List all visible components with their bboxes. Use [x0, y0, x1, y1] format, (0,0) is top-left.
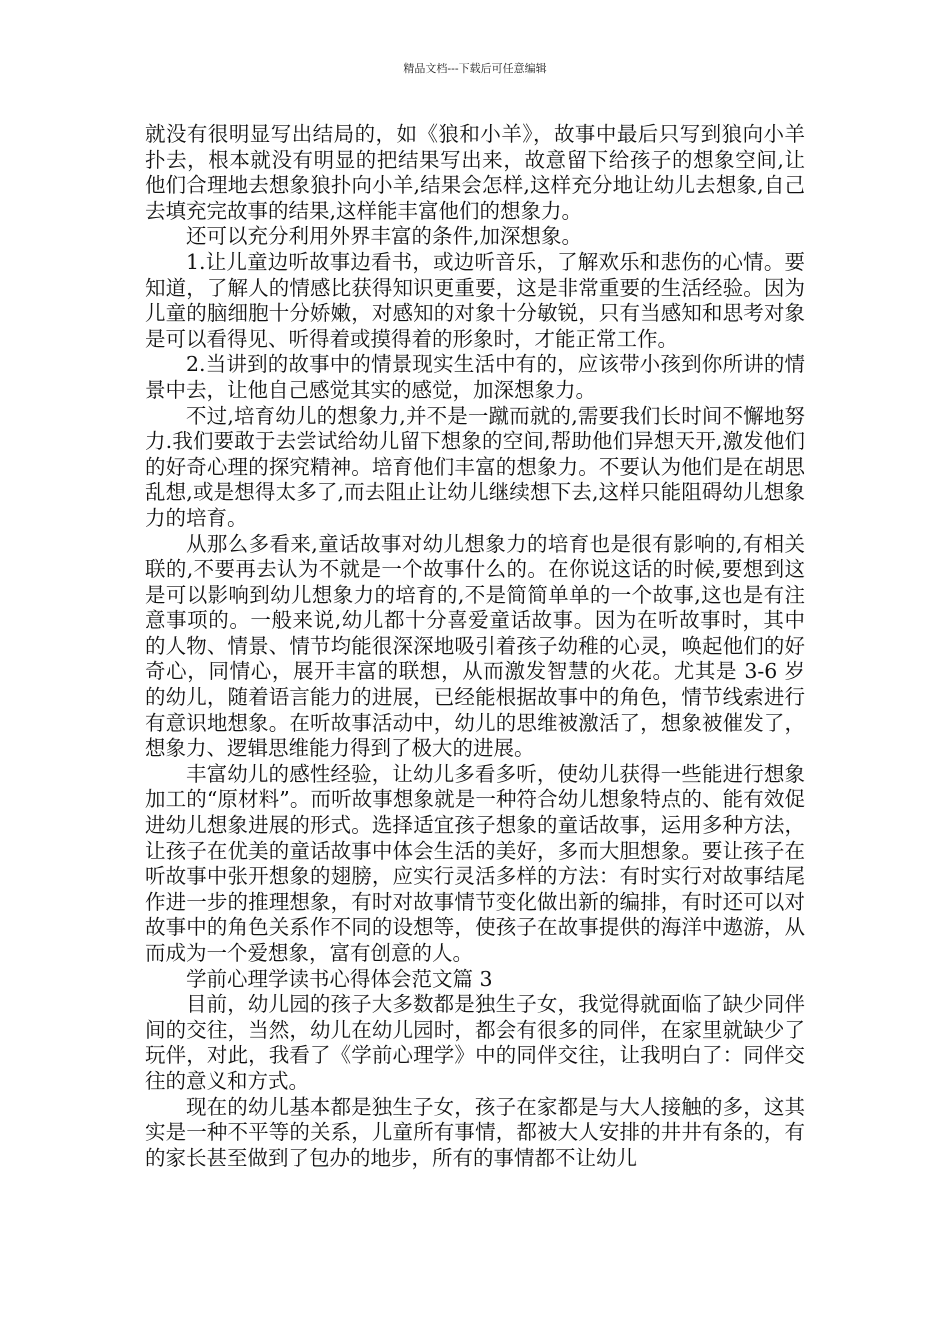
paragraph-point-2: 2.当讲到的故事中的情景现实生活中有的，应该带小孩到你所讲的情景中去，让他自己感觉其实的感觉，加深想象力。 — [145, 352, 805, 402]
paragraph-point-1: 1.让儿童边听故事边看书，或边听音乐，了解欢乐和悲伤的心情。要知道，了解人的情感比获得知识更重要，这是非常重要的生活经验。因为儿童的脑细胞十分娇嫩，对感知的对象十分敏锐，只有当感知和思考对象是可以看得见、听得着或摸得着的形象时，才能正常工作。 — [145, 249, 805, 351]
paragraph-peer-intro: 目前，幼儿园的孩子大多数都是独生子女，我觉得就面临了缺少同伴间的交往，当然，幼儿在幼儿园时，都会有很多的同伴，在家里就缺少了玩伴，对此，我看了《学前心理学》中的同伴交往，让我明白了：同伴交往的意义和方式。 — [145, 992, 805, 1093]
paragraph-experience: 丰富幼儿的感性经验，让幼儿多看多听，使幼儿获得一些能进行想象加工的“原材料”。而听故事想象就是一种符合幼儿想象特点的、能有效促进幼儿想象进展的形式。选择适宜孩子想象的童话故事，运用多种方法，让孩子在优美的童话故事中体会生活的美好，多而大胆想象。要让孩子在听故事中张开想象的翅膀，应实行灵活多样的方法：有时实行对故事结尾作进一步的推理想象，有时对故事情节变化做出新的编排，有时还可以对故事中的角色关系作不同的设想等，使孩子在故事提供的海洋中遨游，从而成为一个爱想象，富有创意的人。 — [145, 761, 805, 965]
section-heading: 学前心理学读书心得体会范文篇 3 — [186, 966, 493, 991]
paragraph-patience: 不过,培育幼儿的想象力,并不是一蹴而就的,需要我们长时间不懈地努力.我们要敢于去尝试给幼儿留下想象的空间,帮助他们异想天开,激发他们的好奇心理的探究精神。培育他们丰富的想象力。不要认为他们是在胡思乱想,或是想得太多了,而去阻止让幼儿继续想下去,这样只能阻碍幼儿想象力的培育。 — [145, 403, 805, 530]
document-body — [145, 122, 805, 1171]
paragraph-continuation: 就没有很明显写出结局的，如《狼和小羊》，故事中最后只写到狼向小羊扑去，根本就没有明显的把结果写出来，故意留下给孩子的想象空间,让他们合理地去想象狼扑向小羊,结果会怎样,这样充分地让幼儿去想象,自己去填充完故事的结果,这样能丰富他们的想象力。 — [145, 122, 805, 223]
page-header: 精品文档---下载后可任意编辑 — [403, 62, 547, 75]
paragraph-intro-conditions: 还可以充分利用外界丰富的条件,加深想象。 — [186, 224, 583, 249]
paragraph-only-children: 现在的幼儿基本都是独生子女，孩子在家都是与大人接触的多，这其实是一种不平等的关系，儿童所有事情，都被大人安排的井井有条的，有的家长甚至做到了包办的地步，所有的事情都不让幼儿 — [145, 1094, 805, 1170]
paragraph-fairy-tales: 从那么多看来,童话故事对幼儿想象力的培育也是很有影响的,有相关联的,不要再去认为不就是一个故事什么的。在你说这话的时候,要想到这是可以影响到幼儿想象力的培育的,不是简简单单的一个故事,这也是有注意事项的。一般来说,幼儿都十分喜爱童话故事。因为在听故事时，其中的人物、情景、情节均能很深深地吸引着孩子幼稚的心灵，唤起他们的好奇心，同情心，展开丰富的联想，从而激发智慧的火花。尤其是 3-6 岁的幼儿，随着语言能力的进展，已经能根据故事中的角色，情节线索进行有意识地想象。在听故事活动中，幼儿的思维被激活了，想象被催发了，想象力、逻辑思维能力得到了极大的进展。 — [145, 531, 805, 761]
